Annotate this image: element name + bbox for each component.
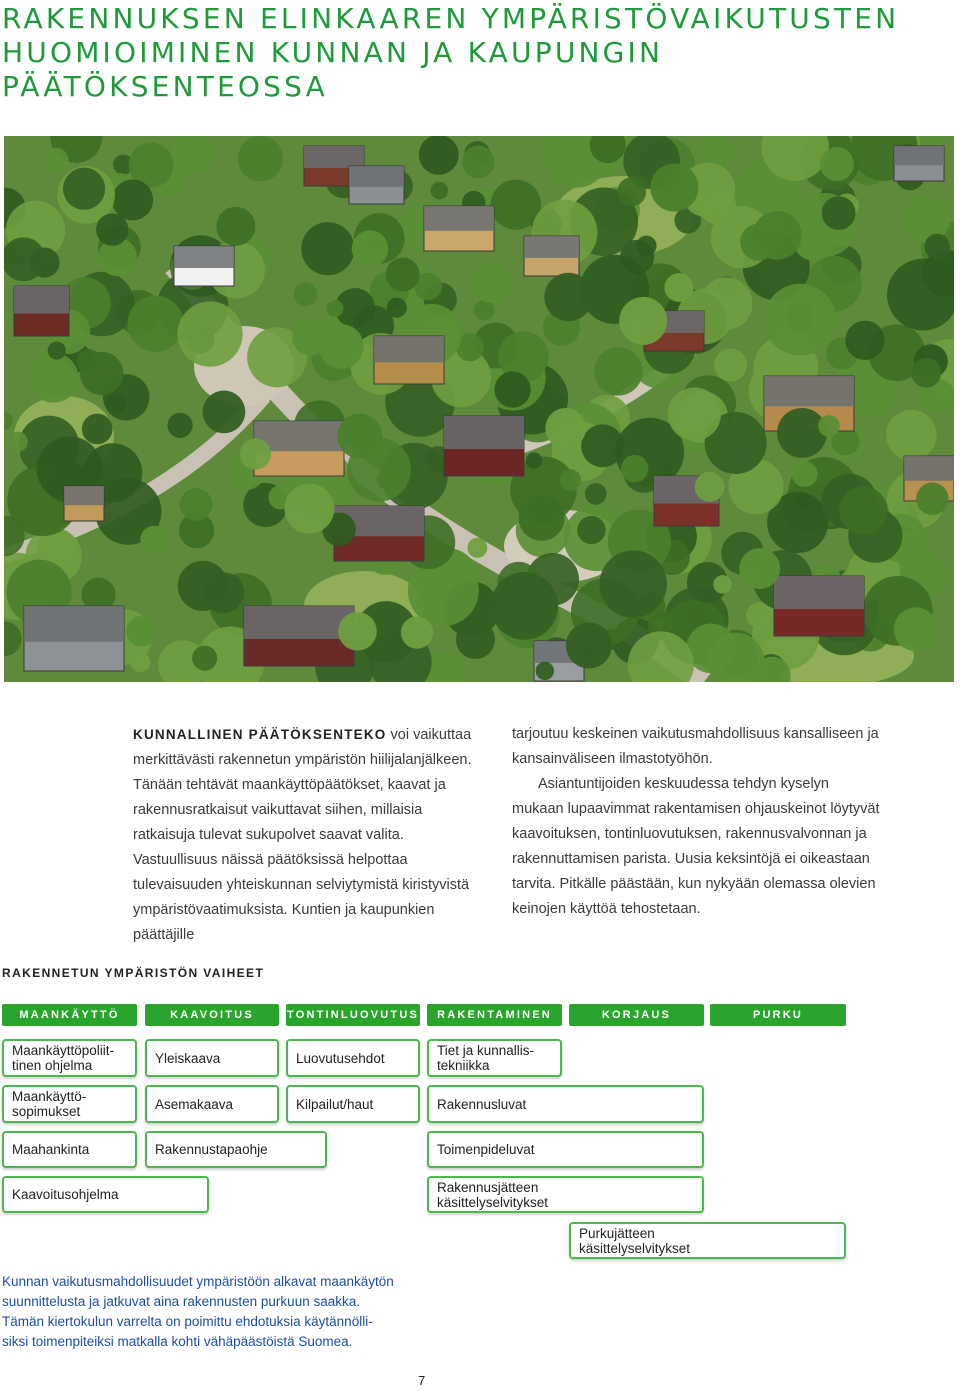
box-line: tekniikka	[437, 1058, 490, 1073]
page-title	[2, 2, 932, 104]
box-line: käsittelyselvitykset	[437, 1194, 549, 1210]
paragraph-continued: tarjoutuu keskeinen vaikutusmahdollisuus kansalliseen ja kansainväliseen ilmastotyöhön.	[512, 726, 879, 767]
box-line: Luovutusehdot	[296, 1050, 385, 1066]
box-line: Maankäyttö-	[12, 1089, 87, 1104]
box-line: Asemakaava	[155, 1096, 234, 1112]
diagram-heading: RAKENNETUN YMPÄRISTÖN VAIHEET	[2, 966, 265, 980]
box-asemakaava	[145, 1085, 279, 1123]
aerial-photo-illustration	[4, 136, 954, 682]
box-rakennusjatteen-kasittelyselvitykset	[427, 1176, 704, 1213]
caption-line-3: Tämän kiertokulun varrelta on poimittu ehdotuksia käytännölli-	[2, 1314, 373, 1329]
box-line: Toimenpideluvat	[437, 1142, 535, 1157]
title-line-1: RAKENNUKSEN ELINKAAREN YMPÄRISTÖVAIKUTUSTEN	[2, 2, 900, 35]
box-line: Kilpailut/haut	[296, 1096, 374, 1112]
title-line-2: HUOMIOIMINEN KUNNAN JA KAUPUNGIN	[2, 36, 664, 69]
box-line: Purkujätteen	[579, 1225, 655, 1241]
title-line-3: PÄÄTÖKSENTEOSSA	[2, 70, 328, 103]
box-line: Rakennustapaohje	[155, 1142, 268, 1157]
phase-korjaus: KORJAUS	[569, 1004, 704, 1026]
page-number: 7	[418, 1373, 426, 1388]
box-rakennustapaohje	[145, 1131, 327, 1168]
phase-kaavoitus: KAAVOITUS	[145, 1004, 279, 1026]
box-line: Yleiskaava	[155, 1050, 221, 1066]
aerial-photo	[4, 136, 954, 682]
caption-line-2: suunnittelusta ja jatkuvat aina rakennusten purkuun saakka.	[2, 1294, 360, 1309]
phase-purku: PURKU	[710, 1004, 846, 1026]
diagram-caption	[2, 1272, 462, 1352]
phase-maankaytto: MAANKÄYTTÖ	[2, 1004, 137, 1026]
box-yleiskaava	[145, 1039, 279, 1077]
box-rakennusluvat	[427, 1085, 704, 1123]
intro-lead: KUNNALLINEN PÄÄTÖKSENTEKO	[133, 727, 387, 742]
box-line: Maahankinta	[12, 1142, 90, 1157]
box-maankayttopoliittinen-ohjelma	[2, 1039, 137, 1077]
intro-paragraph	[133, 722, 483, 948]
box-tiet-ja-kunnallistekniikka	[427, 1039, 562, 1077]
box-line: Maankäyttöpoliit-	[12, 1043, 115, 1058]
box-purkujatteen-kasittelyselvitykset	[569, 1222, 846, 1259]
box-maankayttosopimukset	[2, 1085, 137, 1123]
box-line: Kaavoitusohjelma	[12, 1187, 119, 1202]
box-line: Rakennusluvat	[437, 1096, 527, 1112]
box-kaavoitusohjelma	[2, 1176, 209, 1213]
phase-rakentaminen: RAKENTAMINEN	[427, 1004, 562, 1026]
box-maahankinta	[2, 1131, 137, 1168]
intro-text: voi vaikuttaa merkittävästi rakennetun ympäristön hiilijalanjälkeen. Tänään tehtävät maankäyttöpäätökset, kaavat ja rakennusratkaisut vaikuttavat siihen, millaisia ratkaisuja tulevat sukupolvet saavat valita. Vastuullisuus näissä päätöksissä helpottaa tulevaisuuden yhteiskunnan selviytymistä kiristyvistä ympäristövaatimuksista. Kuntien ja kaupunkien päättäjille	[133, 727, 472, 943]
box-toimenpideluvat	[427, 1131, 704, 1168]
box-line: Tiet ja kunnallis-	[437, 1043, 535, 1058]
caption-line-1: Kunnan vaikutusmahdollisuudet ympäristöön alkavat maankäytön	[2, 1274, 394, 1289]
body-column-left	[133, 722, 483, 948]
box-line: käsittelyselvitykset	[579, 1240, 691, 1256]
phase-tontinluovutus: TONTINLUOVUTUS	[286, 1004, 420, 1026]
paragraph-survey: Asiantuntijoiden keskuudessa tehdyn kyselyn mukaan lupaavimmat rakentamisen ohjauskeinot löytyvät kaavoituksen, tontinluovutuksen, rakennusvalvonnan ja rakennuttamisen parista. Uusia keksintöjä ei oikeastaan tarvita. Pitkälle päästään, kun nykyään olemassa olevien keinojen käyttöä tehostetaan.	[512, 776, 880, 917]
box-line: tinen ohjelma	[12, 1058, 93, 1073]
box-kilpailut-haut	[286, 1085, 420, 1123]
box-luovutusehdot	[286, 1039, 420, 1077]
body-column-right	[512, 722, 884, 922]
caption-line-4: siksi toimenpiteiksi matkalla kohti vähäpäästöistä Suomea.	[2, 1334, 353, 1349]
box-line: Rakennusjätteen	[437, 1179, 539, 1195]
box-line: sopimukset	[12, 1104, 81, 1119]
